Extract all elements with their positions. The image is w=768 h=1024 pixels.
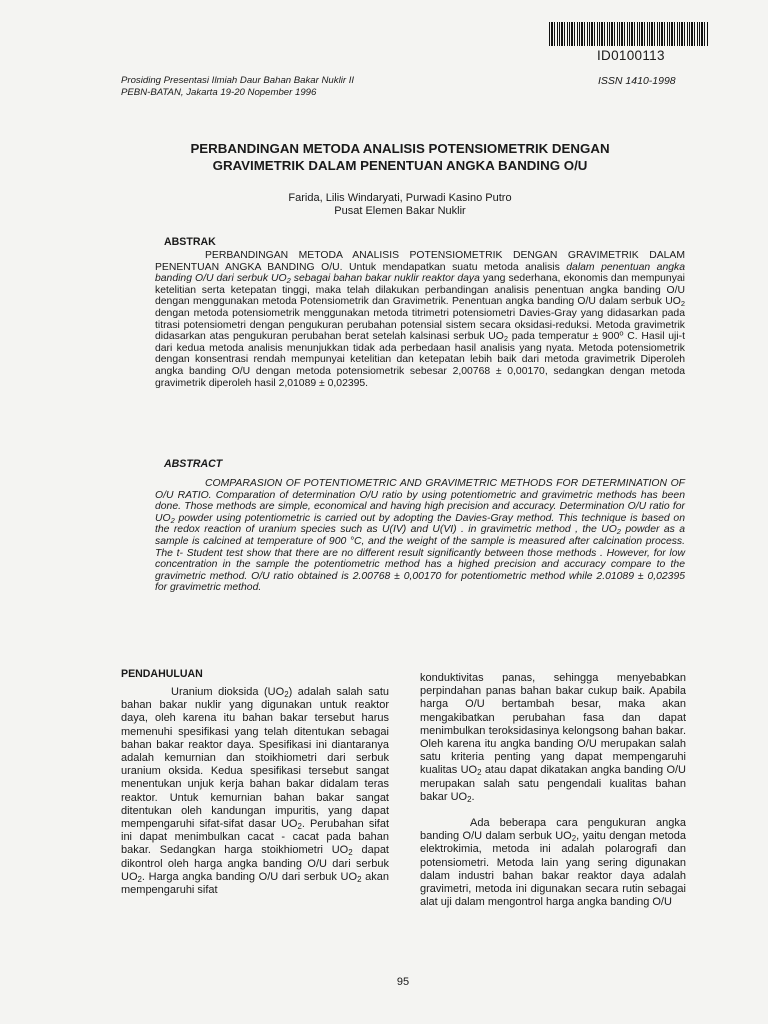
- title-line-1: PERBANDINGAN METODA ANALISIS POTENSIOMETRIK DENGAN: [190, 141, 610, 156]
- abstrak-heading: ABSTRAK: [164, 236, 216, 248]
- author-names: Farida, Lilis Windaryati, Purwadi Kasino Putro: [288, 192, 512, 204]
- proceedings-info: [121, 75, 354, 99]
- pendahuluan-heading: PENDAHULUAN: [121, 668, 203, 680]
- left-column: [121, 686, 389, 897]
- document-id: ID0100113: [597, 48, 665, 63]
- title-line-2: GRAVIMETRIK DALAM PENENTUAN ANGKA BANDING O/U: [212, 158, 588, 173]
- intro-paragraph-2: Ada beberapa cara pengukuran angka banding O/U dalam serbuk $UO_2$, yaitu dengan metoda elektrokimia, metoda ini adalah polarografi dan potensiometri. Metoda lain yang sering digunakan dalam industri bahan bakar reaktor daya adalah gravimetri, metoda ini digunakan secara rutin sebagai alat uji dalam mengontrol harga angka banding O/U: [420, 817, 686, 909]
- abstract-heading: ABSTRACT: [164, 458, 223, 470]
- abstrak-body: PERBANDINGAN METODA ANALISIS POTENSIOMETRIK DENGAN GRAVIMETRIK DALAM PENENTUAN ANGKA BANDING O/U. Untuk mendapatkan suatu metoda analisis dalam penentuan angka banding O/U dari serbuk $UO_2$ sebagai bahan bakar nuklir reaktor daya yang sederhana, ekonomis dan mempunyai ketelitian serta ketepatan tinggi, maka telah dilakukan perbandingan analisis penentuan angka banding O/U dengan menggunakan metoda Potensiometrik dan Gravimetrik. Penentuan angka banding O/U dalam serbuk $UO_2$ dengan metoda potensiometrik menggunakan metoda titrimetri potensiometri Davies-Gray yang didasarkan pada titrasi potensiometri dengan pengukuran perubahan potensial sistem secara oksidasi-reduksi. Metoda gravimetrik didasarkan atas pengukuran perubahan berat setelah kalsinasi serbuk $UO_2$ pada temperatur ± $900^o$ C. Hasil uji-t dari kedua metoda analisis menunjukkan tidak ada perbedaan hasil analisis yang nyata. Metoda potensiometrik dengan konsentrasi rendah mempunyai ketelitian dan ketepatan lebih baik dari metoda gravimetrik Diperoleh angka banding O/U dengan metoda potensiometrik sebesar 2,00768 ± 0,00170, sedangkan dengan metoda gravimetrik diperoleh hasil 2,01089 ± 0,02395.: [155, 250, 685, 389]
- abstract-body: COMPARASION OF POTENTIOMETRIC AND GRAVIMETRIC METHODS FOR DETERMINATION OF O/U RATIO. Comparation of determination O/U ratio by using potentiometric and gravimetric methods has been done. Those methods are simple, economical and having high precision and accuracy. Determination O/U ratio for $UO_2$ powder using potentiometric is carried out by adopting the Davies-Gray method. This technique is based on the redox reaction of uranium species such as U(IV) and U(VI) . in gravimetric method , the $UO_2$ powder as a sample is calcined at temperature of 900 °C, and the weight of the sample is measured after calcination process. The t- Student test show that there are no different result significantly between those methods . However, for low concentration in the sample the potentiometric method has a highed precision and accuracy compare to the gravimetric method. O/U ratio obtained is 2.00768 ± 0,00170 for potentiometric method while 2.01089 ± 0,02395 for gravimetric method.: [155, 478, 685, 594]
- paper-title: [140, 140, 660, 174]
- intro-paragraph-1-cont: konduktivitas panas, sehingga menyebabkan perpindahan panas bahan bakar cukup baik. Apabila harga O/U bertambah besar, maka akan mengakibatkan perubahan fasa dan dapat menimbulkan teroksidasinya kelongsong bahan bakar. Oleh karena itu angka banding O/U merupakan salah satu kriteria penting yang dapat mempengaruhi kualitas $UO_2$ atau dapat dikatakan angka banding O/U merupakan salah satu pengendali kualitas bahan bakar $UO_2$.: [420, 672, 687, 804]
- barcode: [549, 22, 709, 46]
- intro-paragraph-1: Uranium dioksida $(UO_2)$ adalah salah satu bahan bakar nuklir yang digunakan untuk reaktor daya, oleh karena itu bahan bakar tersebut harus memenuhi spesifikasi yang telah ditentukan sebagai bahan bakar reaktor daya. Spesifikasi ini diantaranya adalah kemurnian dan stoikhiometri dari serbuk uranium oksida. Kedua spesifikasi tersebut sangat menentukan unjuk kerja bahan bakar didalam teras reaktor. Untuk kemurnian bahan bakar sangat ditentukan oleh kandungan impuritis, yang dapat mempengaruhi sifat-sifat dasar $UO_2$. Perubahan sifat ini dapat menimbulkan cacat - cacat pada bahan bakar. Sedangkan harga stoikhiometri $UO_2$ dapat dikontrol oleh harga angka banding O/U dari serbuk $UO_2$. Harga angka banding O/U dari serbuk $UO_2$ akan mempengaruhi sifat: [121, 686, 390, 897]
- page-number: 95: [396, 976, 410, 988]
- proceedings-line-1: Prosiding Presentasi Ilmiah Daur Bahan Bakar Nuklir II: [121, 75, 355, 86]
- proceedings-line-2: PEBN-BATAN, Jakarta 19-20 Nopember 1996: [121, 87, 317, 98]
- right-column: [420, 672, 686, 909]
- issn: ISSN 1410-1998: [598, 75, 676, 87]
- author-affiliation: Pusat Elemen Bakar Nuklir: [334, 205, 466, 217]
- author-block: [140, 192, 660, 218]
